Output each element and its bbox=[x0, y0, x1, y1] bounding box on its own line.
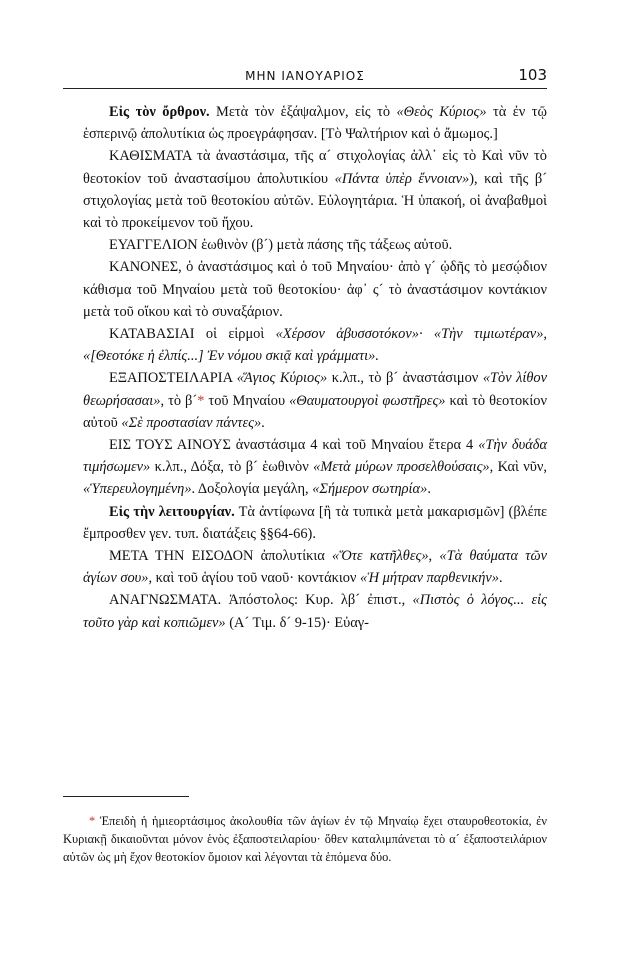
orthros-paragraph: Εἰς τὸν ὄρθρον. Μετὰ τὸν ἑξάψαλμον, εἰς τὸ «Θεὸς Κύριος» τὰ ἐν τῷ ἑσπερινῷ ἀπολυτίκια ὡς προεγράφησαν. [Τὸ Ψαλτήριον καὶ ὁ ἄμωμος.] bbox=[83, 104, 548, 143]
exapostilaria-paragraph: ΕΞΑΠΟΣΤΕΙΛΑΡΙΑ «Ἅγιος Κύριος» κ.λπ., τὸ β´ ἀναστάσιμον «Τὸν λίθον θεωρήσασαι», τὸ β´* τοῦ Μηναίου «Θαυματουργοὶ φωστῆρες» καὶ τὸ θεοτοκίον αὐτοῦ «Σὲ προστασίαν πάντες». bbox=[83, 370, 547, 431]
footnote bbox=[63, 812, 547, 867]
kanones-paragraph: ΚΑΝΟΝΕΣ, ὁ ἀναστάσιμος καὶ ὁ τοῦ Μηναίου· ἀπὸ γ´ ᾠδῆς τὸ μεσῴδιον κάθισμα τοῦ Μηναίου μετὰ τοῦ θεοτοκίου· ἀφ᾿ ς´ τὸ ἀναστάσιμον κοντάκιον μετὰ τοῦ οἴκου καὶ τὸ συναξάριον. bbox=[83, 259, 547, 320]
footnote-rule bbox=[63, 796, 189, 797]
footnote-reference[interactable]: * bbox=[197, 392, 205, 409]
eisodos-paragraph: ΜΕΤΑ ΤΗΝ ΕΙΣΟΔΟΝ ἀπολυτίκια «Ὅτε κατῆλθες», «Τὰ θαύματα τῶν ἁγίων σου», καὶ τοῦ ἁγίου τοῦ ναοῦ· κοντάκιον «Ἡ μήτραν παρθενικήν». bbox=[83, 548, 548, 587]
evangelion-paragraph: ΕΥΑΓΓΕΛΙΟΝ ἑωθινὸν (β´) μετὰ πάσης τῆς τάξεως αὐτοῦ. bbox=[109, 237, 453, 254]
liturgy-paragraph: Εἰς τὴν λειτουργίαν. Τὰ ἀντίφωνα [ἢ τὰ τυπικὰ μετὰ μακαρισμῶν] (βλέπε ἔμπροσθεν γεν. τυπ. διατάξεις §§64-66). bbox=[83, 503, 548, 542]
ainoi-paragraph: ΕΙΣ ΤΟΥΣ ΑΙΝΟΥΣ ἀναστάσιμα 4 καὶ τοῦ Μηναίου ἕτερα 4 «Τὴν δυάδα τιμήσωμεν» κ.λπ., Δόξα, τὸ β´ ἑωθινὸν «Μετὰ μύρων προσελθούσαις», Καὶ νῦν, «Ὑπερευλογημένη». Δοξολογία μεγάλη, «Σήμερον σωτηρία». bbox=[83, 437, 547, 498]
header-rule bbox=[63, 88, 547, 89]
footnote-text: Ἐπειδὴ ἡ ἡμιεορτάσιμος ἀκολουθία τῶν ἁγίων ἐν τῷ Μηναίῳ ἔχει σταυροθεοτοκία, ἐν Κυριακῇ δικαιοῦνται μόνον ἑνὸς ἐξαποστειλαρίου· ὅθεν καταλιμπάνεται τὸ α´ ἐξαποστειλάριον αὐτῶν ὡς μὴ ἔχον θεοτοκίον ὅμοιον καὶ λέγονται τὰ ἑπόμενα δύο. bbox=[63, 814, 547, 865]
katavasiai-paragraph: ΚΑΤΑΒΑΣΙΑΙ οἱ εἱρμοὶ «Χέρσον ἀβυσσοτόκον»· «Τὴν τιμιωτέραν», «[Θεοτόκε ἡ ἐλπίς...] Ἐν νόμου σκιᾷ καὶ γράμματι». bbox=[83, 326, 547, 365]
anagnosmata-paragraph: ΑΝΑΓΝΩΣΜΑΤΑ. Ἀπόστολος: Κυρ. λβ´ ἐπιστ., «Πιστὸς ὁ λόγος... εἰς τοῦτο γὰρ καὶ κοπιῶμεν» (Α´ Τιμ. δ´ 9-15)· Εὐαγ- bbox=[83, 592, 547, 631]
orthros-heading: Εἰς τὸν ὄρθρον. bbox=[109, 104, 210, 120]
page-number: 103 bbox=[518, 66, 547, 84]
running-header bbox=[63, 66, 547, 88]
footnote-marker: * bbox=[89, 814, 96, 828]
liturgy-heading: Εἰς τὴν λειτουργίαν. bbox=[109, 503, 235, 520]
main-text bbox=[83, 101, 547, 634]
running-title: ΜΗΝ ΙΑΝΟΥΑΡΙΟΣ bbox=[245, 69, 365, 83]
kathismata-paragraph: ΚΑΘΙΣΜΑΤΑ τὰ ἀναστάσιμα, τῆς α´ στιχολογίας ἀλλ᾿ εἰς τὸ Καὶ νῦν τὸ θεοτοκίον τοῦ ἀναστασίμου ἀπολυτικίου «Πάντα ὑπὲρ ἔννοιαν»), καὶ τῆς β´ στιχολογίας μετὰ τοῦ θεοτοκίου αὐτῶν. Εὐλογητάρια. Ἡ ὑπακοή, οἱ ἀναβαθμοὶ καὶ τὸ προκείμενον τοῦ ἤχου. bbox=[83, 148, 547, 232]
